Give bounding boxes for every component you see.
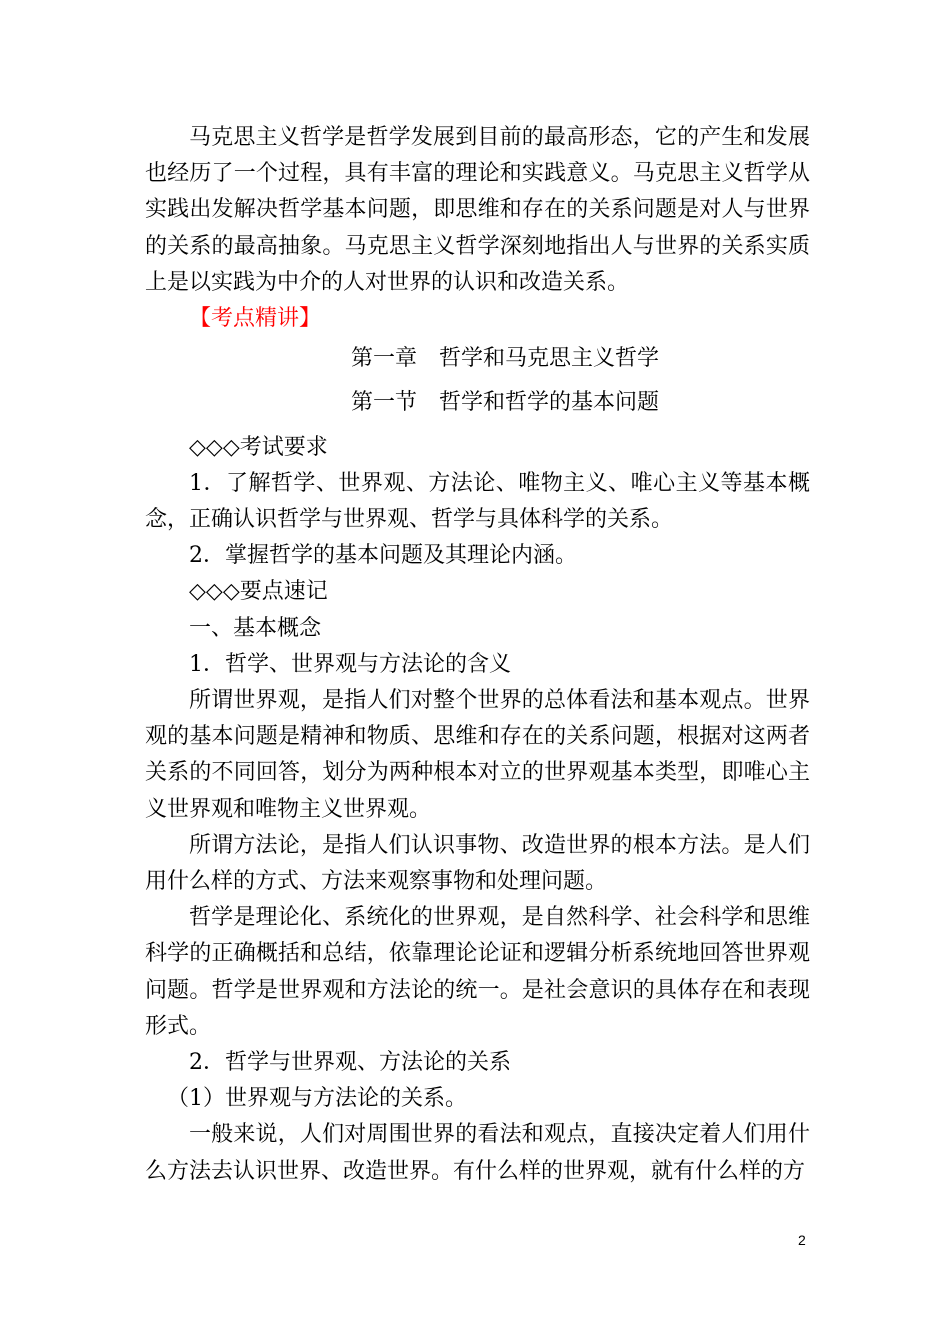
intro-paragraph: 马克思主义哲学是哲学发展到目前的最高形态，它的产生和发展也经历了一个过程，具有丰富的理论和实践意义。马克思主义哲学从实践出发解决哲学基本问题，即思维和存在的关系问题是对人与世界的关系的最高抽象。马克思主义哲学深刻地指出人与世界的关系实质上是以实践为中介的人对世界的认识和改造关系。: [145, 125, 810, 295]
part-one-heading: 一、基本概念: [189, 615, 322, 641]
document-body: [145, 120, 810, 1190]
section-title: 第一节 哲学和哲学的基本问题: [350, 390, 659, 416]
exam-requirement-item: 1．了解哲学、世界观、方法论、唯物主义、唯心主义等基本概念，正确认识哲学与世界观、哲学与具体科学的关系。: [145, 470, 810, 533]
relation-paragraph: 一般来说，人们对周围世界的看法和观点，直接决定着人们用什么方法去认识世界、改造世界。有什么样的世界观，就有什么样的方: [145, 1122, 810, 1184]
section-marker: 【考点精讲】: [189, 306, 322, 332]
page-number: 2: [798, 1232, 806, 1248]
exam-requirement-item: 2．掌握哲学的基本问题及其理论内涵。: [189, 543, 577, 569]
subheading-worldview-methodology: （1）世界观与方法论的关系。: [167, 1086, 467, 1112]
methodology-paragraph: 所谓方法论，是指人们认识事物、改造世界的根本方法。是人们用什么样的方式、方法来观察事物和处理问题。: [145, 832, 810, 895]
subheading-relations: 2．哲学与世界观、方法论的关系: [189, 1050, 511, 1076]
subheading-definitions: 1．哲学、世界观与方法论的含义: [189, 651, 511, 677]
chapter-title: 第一章 哲学和马克思主义哲学: [350, 346, 659, 372]
worldview-paragraph: 所谓世界观，是指人们对整个世界的总体看法和基本观点。世界观的基本问题是精神和物质、思维和存在的关系问题，根据对这两者关系的不同回答，划分为两种根本对立的世界观基本类型，即唯心主义世界观和唯物主义世界观。: [145, 688, 810, 822]
key-points-heading: ◇◇◇要点速记: [189, 579, 328, 605]
philosophy-paragraph: 哲学是理论化、系统化的世界观，是自然科学、社会科学和思维科学的正确概括和总结，依靠理论论证和逻辑分析系统地回答世界观问题。哲学是世界观和方法论的统一。是社会意识的具体存在和表现形式。: [145, 905, 810, 1039]
exam-requirements-heading: ◇◇◇考试要求: [189, 434, 328, 460]
